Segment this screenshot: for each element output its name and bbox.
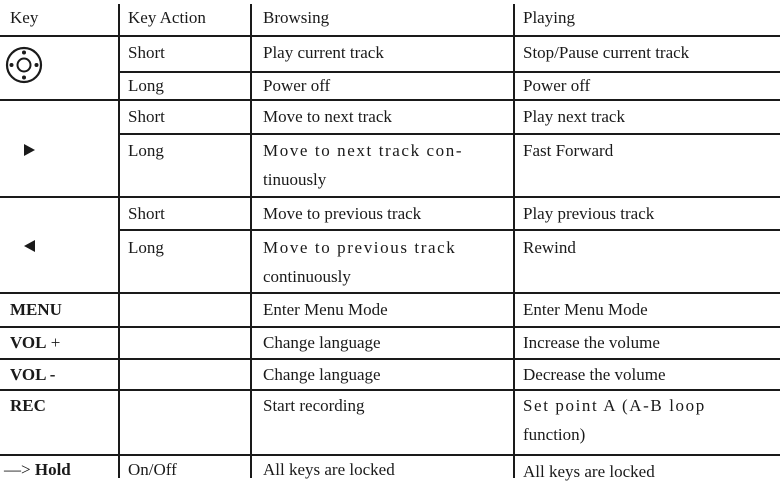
key-action-short: Short bbox=[128, 204, 165, 223]
row-divider bbox=[0, 389, 780, 391]
browsing-cell: Move to previous track bbox=[263, 238, 457, 257]
playing-cell: Set point A (A-B loop bbox=[523, 396, 706, 415]
row-divider bbox=[0, 292, 780, 294]
browsing-cell: Move to next track bbox=[263, 107, 392, 126]
browsing-cell: Move to next track con- bbox=[263, 141, 464, 160]
hold-arrow: —> bbox=[4, 460, 35, 479]
playing-cell: Play next track bbox=[523, 107, 625, 126]
playing-cell: Power off bbox=[523, 76, 591, 95]
row-divider bbox=[118, 71, 780, 73]
next-arrow-icon bbox=[24, 144, 35, 156]
header-browsing: Browsing bbox=[263, 8, 330, 27]
browsing-cell-continued: continuously bbox=[263, 267, 351, 286]
browsing-cell: Start recording bbox=[263, 396, 365, 415]
browsing-cell: Change language bbox=[263, 365, 381, 384]
key-vol-up bbox=[10, 333, 60, 353]
row-divider bbox=[0, 35, 780, 37]
browsing-cell: Enter Menu Mode bbox=[263, 300, 388, 319]
row-divider bbox=[0, 358, 780, 360]
browsing-cell: All keys are locked bbox=[263, 460, 395, 479]
row-divider bbox=[0, 454, 780, 456]
playing-cell: Play previous track bbox=[523, 204, 655, 223]
column-divider bbox=[118, 4, 120, 478]
browsing-cell-continued: tinuously bbox=[263, 170, 327, 189]
browsing-cell: Play current track bbox=[263, 43, 384, 62]
key-vol-up-label: VOL bbox=[10, 333, 47, 352]
key-rec: REC bbox=[10, 396, 46, 415]
header-key-action: Key Action bbox=[128, 8, 206, 27]
key-action-short: Short bbox=[128, 43, 165, 62]
row-divider bbox=[0, 196, 780, 198]
row-divider bbox=[118, 133, 780, 135]
row-divider bbox=[0, 99, 780, 101]
key-action-short: Short bbox=[128, 107, 165, 126]
column-divider bbox=[513, 4, 515, 478]
key-action-long: Long bbox=[128, 76, 164, 95]
playing-cell-continued: function) bbox=[523, 425, 586, 444]
header-playing: Playing bbox=[523, 8, 575, 27]
key-action-long: Long bbox=[128, 238, 164, 257]
playing-cell: Increase the volume bbox=[523, 333, 660, 352]
header-key: Key bbox=[10, 8, 39, 27]
play-pause-dial-icon bbox=[4, 45, 44, 85]
previous-arrow-icon bbox=[24, 240, 35, 252]
key-action-on-off: On/Off bbox=[128, 460, 177, 479]
playing-cell: Enter Menu Mode bbox=[523, 300, 648, 319]
playing-cell: Rewind bbox=[523, 238, 576, 257]
row-divider bbox=[0, 326, 780, 328]
browsing-cell: Move to previous track bbox=[263, 204, 422, 223]
key-menu: MENU bbox=[10, 300, 62, 319]
key-hold bbox=[4, 460, 71, 480]
browsing-cell: Power off bbox=[263, 76, 331, 95]
playing-cell: Fast Forward bbox=[523, 141, 614, 160]
key-hold-label: Hold bbox=[34, 460, 71, 479]
key-vol-down: VOL - bbox=[10, 365, 56, 384]
row-divider bbox=[118, 229, 780, 231]
playing-cell: Stop/Pause current track bbox=[523, 43, 690, 62]
key-vol-up-sign: + bbox=[46, 333, 61, 352]
column-divider bbox=[250, 4, 252, 478]
key-action-long: Long bbox=[128, 141, 164, 160]
playing-cell: Decrease the volume bbox=[523, 365, 666, 384]
playing-cell: All keys are locked bbox=[523, 462, 655, 481]
browsing-cell: Change language bbox=[263, 333, 381, 352]
